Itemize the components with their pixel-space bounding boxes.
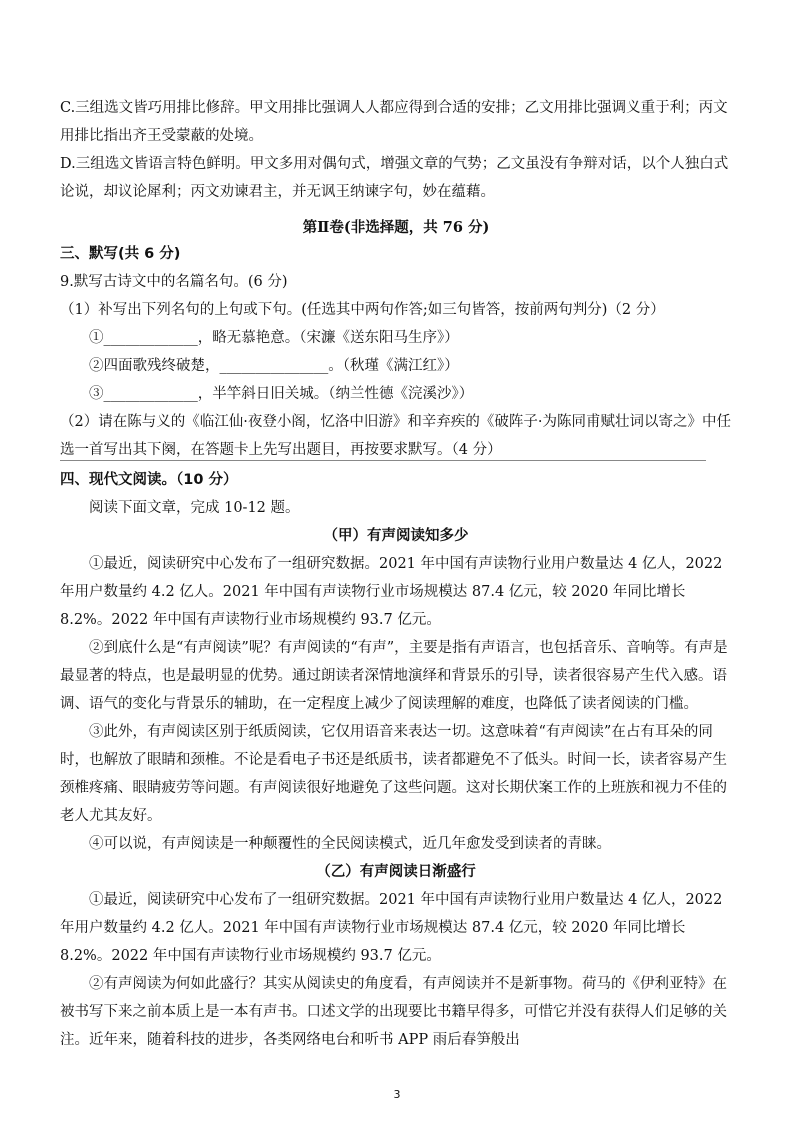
- fill-blank-2: ②四面歌残终破楚，_______________。（秋瑾《满江红》）: [89, 358, 459, 374]
- article-b-paragraph-1: ①最近，阅读研究中心发布了一组研究数据。2021 年中国有声读物行业用户数量达 4 亿人，2022 年用户数量约 4.2 亿人。2021 年中国有声读物行业市场规模达 87.4 亿元，较 2020 年同比增长 8.2%。2022 年中国有声读物行业市场规模约 93.7 亿元。: [60, 892, 723, 964]
- article-a-paragraph-4: ④可以说，有声阅读是一种颠覆性的全民阅读模式，近几年愈发受到读者的青睐。: [89, 836, 611, 852]
- volume-title: 第Ⅱ卷(非选择题，共 76 分): [302, 219, 490, 236]
- section-4: [60, 466, 732, 1054]
- page-number: 3: [393, 1088, 401, 1101]
- option-c: C.三组选文皆巧用排比修辞。甲文用排比强调人人都应得到合适的安排；乙文用排比强调义重于利；丙文用排比指出齐王受蒙蔽的处境。: [60, 100, 728, 144]
- reading-instruction: 阅读下面文章，完成 10-12 题。: [89, 500, 300, 516]
- option-d: D.三组选文皆语言特色鲜明。甲文多用对偶句式，增强文章的气势；乙文虽没有争辩对话，以个人独白式论说，却议论犀利；丙文劝谏君主，并无讽王纳谏字句，妙在蕴藉。: [60, 156, 729, 200]
- section-3-heading: 三、默写(共 6 分): [60, 246, 181, 262]
- section-divider: [60, 460, 706, 461]
- question-9: 9.默写古诗文中的名篇名句。(6 分): [60, 274, 288, 290]
- article-b-title: （乙）有声阅读日渐盛行: [316, 863, 476, 880]
- section-4-heading: 四、现代文阅读。（10 分）: [60, 472, 238, 488]
- article-a-paragraph-3: ③此外，有声阅读区别于纸质阅读，它仅用语音来表达一切。这意味着“有声阅读”在占有耳朵的同时，也解放了眼睛和颈椎。不论是看电子书还是纸质书，读者都避免不了低头。时间一长，读者容易产生颈椎疼痛、眼睛疲劳等问题。有声阅读很好地避免了这些问题。这对长期伏案工作的上班族和视力不佳的老人尤其友好。: [60, 724, 727, 824]
- article-a-paragraph-2: ②到底什么是“有声阅读”呢？有声阅读的“有声”，主要是指有声语言，也包括音乐、音响等。有声是最显著的特点，也是最明显的优势。通过朗读者深情地演绎和背景乐的引导，读者很容易产生代入感。语调、语气的变化与背景乐的辅助，在一定程度上减少了阅读理解的难度，也降低了读者阅读的门槛。: [60, 640, 728, 712]
- section-3: [60, 240, 732, 464]
- article-b-paragraph-2: ②有声阅读为何如此盛行？其实从阅读史的角度看，有声阅读并不是新事物。荷马的《伊利亚特》在被书写下来之前本质上是一本有声书。口述文学的出现要比书籍早得多，可惜它并没有获得人们足够的关注。近年来，随着科技的进步，各类网络电台和听书 APP 雨后春笋般出: [60, 976, 727, 1048]
- question-9-part-1: （1）补写出下列名句的上句或下句。(任选其中两句作答;如三句皆答，按前两句判分)（2 分）: [60, 302, 665, 318]
- options-block: [60, 94, 732, 206]
- fill-blank-1: ①_____________，略无慕艳意。（宋濂《送东阳马生序》）: [89, 330, 459, 346]
- question-9-part-2: （2）请在陈与义的《临江仙·夜登小阁，忆洛中旧游》和辛弃疾的《破阵子·为陈同甫赋壮词以寄之》中任选一首写出其下阕，在答题卡上先写出题目，再按要求默写。（4 分）: [60, 414, 731, 458]
- fill-blank-3: ③_____________，半竿斜日旧关城。（纳兰性德《浣溪沙》）: [89, 386, 474, 402]
- article-a-paragraph-1: ①最近，阅读研究中心发布了一组研究数据。2021 年中国有声读物行业用户数量达 4 亿人，2022 年用户数量约 4.2 亿人。2021 年中国有声读物行业市场规模达 87.4 亿元，较 2020 年同比增长 8.2%。2022 年中国有声读物行业市场规模约 93.7 亿元。: [60, 556, 723, 628]
- article-a-title: （甲）有声阅读知多少: [323, 527, 469, 544]
